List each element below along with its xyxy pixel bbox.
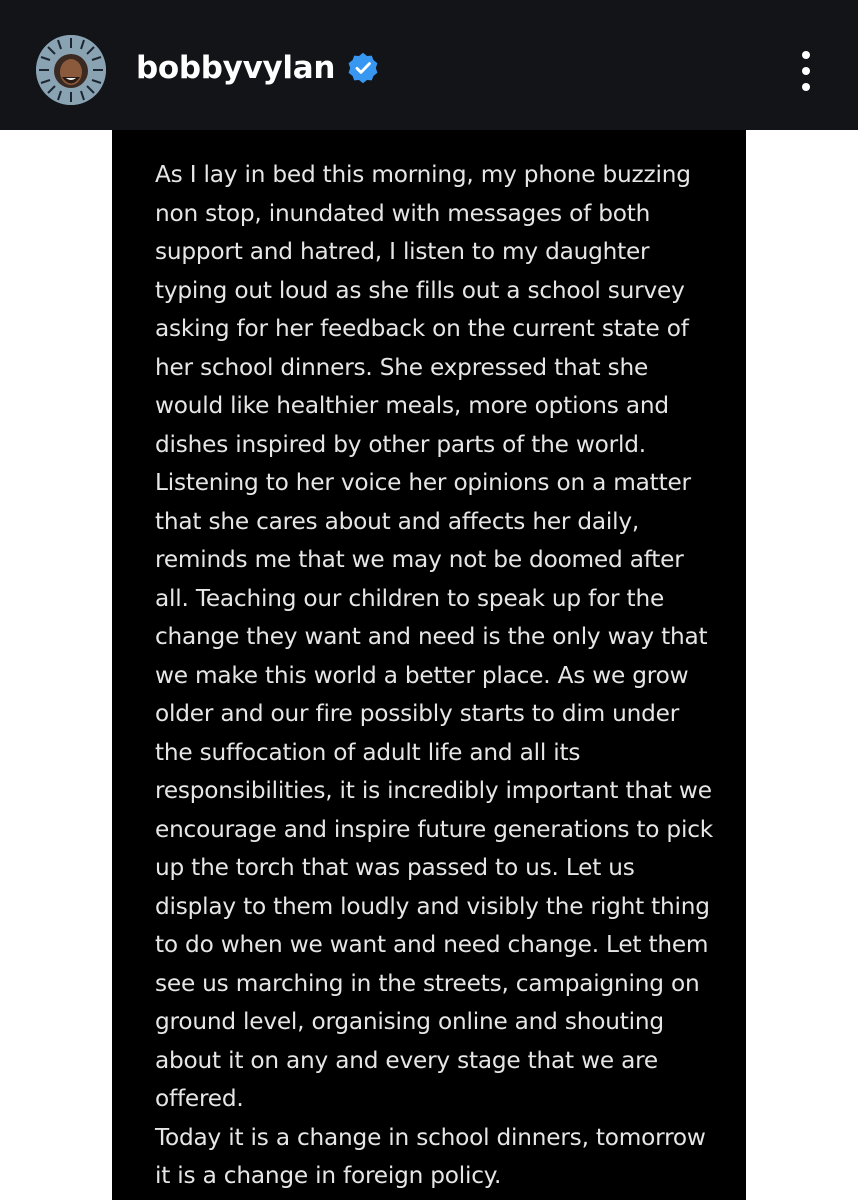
post-text bbox=[155, 156, 735, 1196]
text-line: encourage and inspire future generations to pick bbox=[155, 815, 713, 843]
text-line: we make this world a better place. As we grow bbox=[155, 661, 689, 689]
username[interactable]: bobbyvylan bbox=[136, 50, 336, 86]
text-line: to do when we want and need change. Let them bbox=[155, 931, 709, 958]
text-line: display to them loudly and visibly the right thing bbox=[155, 892, 710, 920]
profile-avatar[interactable] bbox=[36, 35, 106, 105]
text-line: that she cares about and affects her daily, bbox=[155, 507, 640, 535]
text-line: change they want and need is the only way that bbox=[155, 623, 708, 650]
text-line: Today it is a change in school dinners, tomorrow bbox=[155, 1123, 706, 1151]
username-row bbox=[136, 48, 379, 88]
text-line: typing out loud as she fills out a school survey bbox=[155, 276, 685, 304]
more-vertical-icon[interactable] bbox=[786, 48, 826, 94]
text-line: her school dinners. She expressed that she bbox=[155, 353, 649, 381]
text-line: it is a change in foreign policy. bbox=[155, 1162, 502, 1189]
text-line: responsibilities, it is incredibly important that we bbox=[155, 777, 712, 804]
text-line: dishes inspired by other parts of the world. bbox=[155, 430, 646, 458]
text-line: offered. bbox=[155, 1085, 244, 1112]
text-line: see us marching in the streets, campaigning on bbox=[155, 969, 700, 997]
post-image bbox=[112, 130, 746, 1200]
avatar-image bbox=[36, 35, 106, 105]
text-line: reminds me that we may not be doomed after bbox=[155, 546, 684, 573]
post-header bbox=[0, 0, 858, 130]
text-line: all. Teaching our children to speak up for the bbox=[155, 584, 665, 612]
text-line: support and hatred, I listen to my daughter bbox=[155, 238, 650, 265]
text-line: up the torch that was passed to us. Let us bbox=[155, 854, 635, 881]
text-line: the suffocation of adult life and all its bbox=[155, 738, 581, 766]
text-line: non stop, inundated with messages of both bbox=[155, 199, 651, 227]
text-line: Listening to her voice her opinions on a matter bbox=[155, 469, 691, 496]
text-line: older and our fire possibly starts to dim under bbox=[155, 700, 680, 727]
text-line: As I lay in bed this morning, my phone buzzing bbox=[155, 161, 691, 188]
text-line: would like healthier meals, more options and bbox=[155, 392, 669, 419]
verified-badge-icon bbox=[347, 52, 379, 84]
text-line: ground level, organising online and shouting bbox=[155, 1008, 664, 1035]
text-line: asking for her feedback on the current state of bbox=[155, 315, 689, 342]
text-line: about it on any and every stage that we are bbox=[155, 1046, 658, 1074]
